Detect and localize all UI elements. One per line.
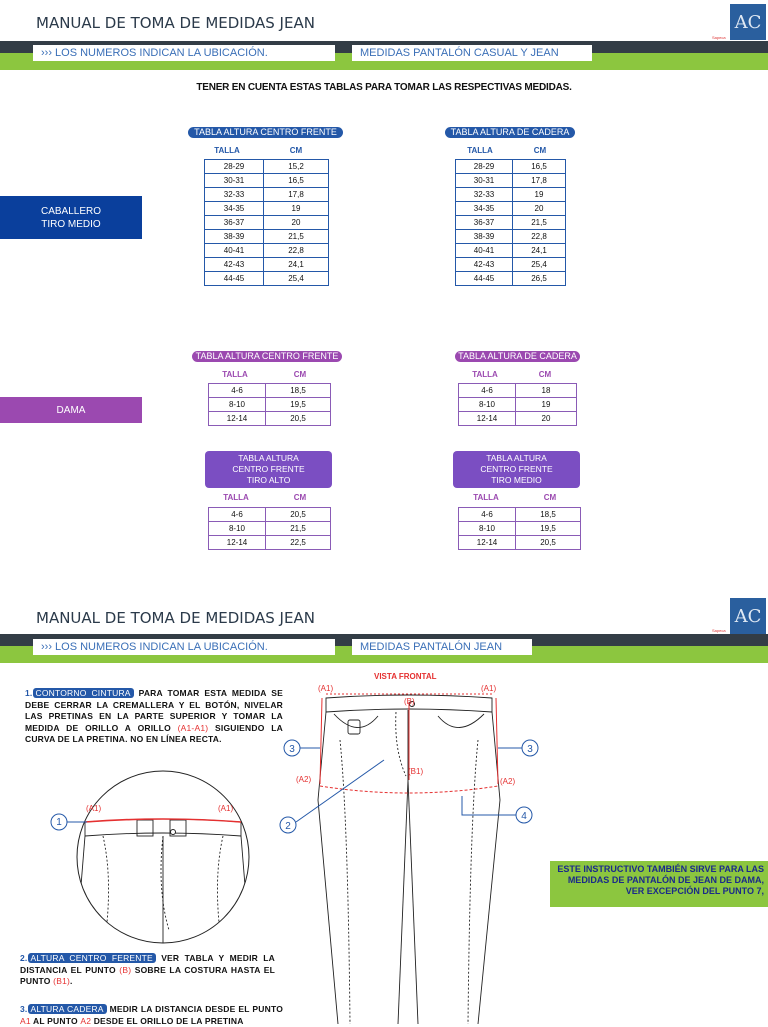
cell-cm: 21,5 — [513, 216, 566, 230]
cell-cm: 21,5 — [266, 522, 331, 536]
cell-talla: 8-10 — [459, 522, 516, 536]
cell-talla: 8-10 — [209, 522, 266, 536]
label-a1: (A1) — [218, 804, 234, 813]
item-number: 3. — [20, 1004, 28, 1014]
table-row — [459, 508, 581, 522]
label-a1: (A1) — [86, 804, 102, 813]
cell-talla: 8-10 — [209, 398, 266, 412]
marker-4: 4 — [521, 811, 527, 822]
dama-medio-table — [455, 493, 583, 550]
logo-text: AC — [734, 605, 762, 627]
brand-logo-2 — [730, 598, 766, 634]
dama-label — [0, 397, 142, 423]
table-title: TABLA ALTURA CENTRO FRENTE — [188, 127, 343, 138]
numbers-location-pill-2: ››› LOS NUMEROS INDICAN LA UBICACIÓN. — [33, 639, 335, 655]
table-row — [209, 522, 331, 536]
cell-talla: 36-37 — [205, 216, 264, 230]
logo-subtext-2: Sapeca — [712, 628, 726, 633]
cell-talla: 4-6 — [209, 384, 266, 398]
table-header — [192, 362, 342, 383]
cell-cm: 20,5 — [266, 412, 331, 426]
dama-note: ESTE INSTRUCTIVO TAMBIÉN SIRVE PARA LAS MEDIDAS DE PANTALÓN DE JEAN DE DAMA, VER EXCEPCIÓN DEL PUNTO 7, — [550, 861, 768, 907]
table-row — [459, 536, 581, 550]
cell-cm: 19 — [264, 202, 329, 216]
brand-logo — [730, 4, 766, 40]
table-row — [459, 384, 577, 398]
table-body — [455, 159, 566, 286]
table-row — [205, 202, 329, 216]
cell-cm: 20 — [264, 216, 329, 230]
vista-frontal-label: VISTA FRONTAL — [374, 672, 437, 681]
page2-title: MANUAL DE TOMA DE MEDIDAS JEAN — [36, 609, 315, 627]
dama-label-text: DAMA — [56, 404, 86, 416]
cell-talla: 40-41 — [205, 244, 264, 258]
table-row — [459, 398, 577, 412]
marker-2: 2 — [285, 821, 291, 832]
cell-cm: 17,8 — [264, 188, 329, 202]
table-header — [455, 493, 583, 507]
table-row — [205, 244, 329, 258]
cell-talla: 28-29 — [456, 160, 513, 174]
col-talla: TALLA — [223, 493, 249, 502]
col-cm: CM — [289, 146, 303, 155]
cell-talla: 32-33 — [456, 188, 513, 202]
table-row — [456, 244, 566, 258]
cell-cm: 20,5 — [516, 536, 581, 550]
table-row — [205, 188, 329, 202]
table-row — [205, 258, 329, 272]
table-body — [208, 383, 331, 426]
label-a1-left: (A1) — [318, 684, 334, 693]
col-cm: CM — [293, 493, 307, 502]
cell-talla: 42-43 — [456, 258, 513, 272]
dama-alto-table — [205, 493, 333, 550]
item-text: DESDE EL ORILLO DE LA PRETINA — [91, 1015, 244, 1026]
item-ref: (B) — [119, 964, 132, 975]
item-highlight: ALTURA CADERA — [28, 1004, 107, 1014]
table-header — [455, 362, 580, 383]
cell-cm: 21,5 — [264, 230, 329, 244]
cell-cm: 24,1 — [513, 244, 566, 258]
cell-cm: 25,4 — [513, 258, 566, 272]
cell-talla: 4-6 — [459, 508, 516, 522]
cell-talla: 12-14 — [209, 412, 266, 426]
jean-front-illustration — [278, 680, 548, 1024]
cell-cm: 18 — [516, 384, 577, 398]
dama-cadera-table — [455, 351, 580, 426]
caballero-label-line1: CABALLERO — [40, 205, 102, 217]
table-row — [459, 522, 581, 536]
item-ref: A2 — [80, 1015, 92, 1026]
dama-medio-title — [453, 451, 580, 488]
marker-1: 1 — [56, 817, 62, 828]
cell-cm: 20,5 — [266, 508, 331, 522]
item-number: 2. — [20, 953, 28, 963]
table-row — [205, 160, 329, 174]
label-b1: (B1) — [408, 767, 424, 776]
cell-talla: 12-14 — [459, 412, 516, 426]
table-header — [445, 138, 575, 159]
item-text: AL PUNTO — [30, 1015, 81, 1026]
col-talla: TALLA — [214, 146, 240, 155]
item-text: SIGUIENDO LA CURVA DE LA PRETINA. NO EN LÍNEA RECTA. — [25, 722, 283, 744]
table-row — [209, 398, 331, 412]
cell-talla: 38-39 — [456, 230, 513, 244]
cell-cm: 24,1 — [264, 258, 329, 272]
cell-talla: 4-6 — [209, 508, 266, 522]
cell-talla: 36-37 — [456, 216, 513, 230]
col-talla: TALLA — [472, 370, 498, 379]
cell-talla: 30-31 — [456, 174, 513, 188]
caballero-centro-table — [188, 127, 343, 286]
cell-cm: 20 — [516, 412, 577, 426]
title-line1: TABLA ALTURA — [238, 453, 299, 463]
cell-cm: 19 — [513, 188, 566, 202]
cell-cm: 17,8 — [513, 174, 566, 188]
marker-3-right: 3 — [527, 744, 533, 755]
instruction-2 — [20, 953, 275, 988]
item-number: 1. — [25, 688, 33, 698]
table-row — [456, 230, 566, 244]
item-text: MEDIR LA DISTANCIA DESDE EL PUNTO — [106, 1004, 284, 1014]
table-title: TABLA ALTURA CENTRO FRENTE — [192, 351, 342, 362]
section-pill: MEDIDAS PANTALÓN CASUAL Y JEAN — [352, 45, 592, 61]
table-body — [458, 383, 577, 426]
table-title: TABLA ALTURA DE CADERA — [445, 127, 575, 138]
table-title: TABLA ALTURA DE CADERA — [455, 351, 580, 362]
label-a1-right: (A1) — [481, 684, 497, 693]
cell-talla: 30-31 — [205, 174, 264, 188]
cell-talla: 34-35 — [456, 202, 513, 216]
cell-cm: 19,5 — [266, 398, 331, 412]
label-b: (B) — [404, 697, 415, 706]
cell-cm: 25,4 — [264, 272, 329, 286]
col-talla: TALLA — [467, 146, 493, 155]
label-a2-right: (A2) — [500, 777, 516, 786]
title-line2: CENTRO FRENTE — [232, 464, 305, 474]
cell-talla: 32-33 — [205, 188, 264, 202]
title-line3: TIRO MEDIO — [491, 475, 542, 485]
table-body — [208, 507, 331, 550]
marker-3-left: 3 — [289, 744, 295, 755]
cell-talla: 8-10 — [459, 398, 516, 412]
cell-talla: 44-45 — [205, 272, 264, 286]
item-text: VER TABLA Y MEDIR LA DISTANCIA EL PUNTO — [20, 953, 275, 975]
item-ref: (B1) — [53, 976, 71, 986]
table-row — [456, 258, 566, 272]
table-row — [205, 230, 329, 244]
cell-cm: 19 — [516, 398, 577, 412]
title-line3: TIRO ALTO — [246, 475, 291, 485]
cell-talla: 34-35 — [205, 202, 264, 216]
table-body — [458, 507, 581, 550]
cell-cm: 22,5 — [266, 536, 331, 550]
dama-alto-title — [205, 451, 332, 488]
table-row — [205, 174, 329, 188]
page1-title: MANUAL DE TOMA DE MEDIDAS JEAN — [36, 14, 315, 32]
col-talla: TALLA — [473, 493, 499, 502]
cell-cm: 16,5 — [513, 160, 566, 174]
cell-talla: 4-6 — [459, 384, 516, 398]
table-row — [456, 174, 566, 188]
table-row — [459, 412, 577, 426]
cell-cm: 26,5 — [513, 272, 566, 286]
col-cm: CM — [538, 370, 552, 379]
cell-cm: 20 — [513, 202, 566, 216]
instruction-1 — [25, 688, 283, 746]
table-header — [188, 138, 343, 159]
table-row — [209, 384, 331, 398]
caballero-label-line2: TIRO MEDIO — [41, 218, 101, 230]
table-row — [456, 188, 566, 202]
item-text: . — [70, 976, 73, 986]
table-header — [205, 493, 333, 507]
item-highlight: ALTURA CENTRO FERENTE — [28, 953, 156, 963]
item-highlight: CONTORNO CINTURA — [33, 688, 134, 698]
table-row — [456, 160, 566, 174]
cell-cm: 16,5 — [264, 174, 329, 188]
cell-cm: 15,2 — [264, 160, 329, 174]
section-pill-2: MEDIDAS PANTALÓN JEAN — [352, 639, 532, 655]
title-line1: TABLA ALTURA — [486, 453, 547, 463]
cell-cm: 19,5 — [516, 522, 581, 536]
cell-talla: 12-14 — [209, 536, 266, 550]
caballero-label — [0, 196, 142, 239]
item-text: SOBRE LA COSTURA HASTA EL PUNTO — [20, 964, 275, 986]
cell-talla: 38-39 — [205, 230, 264, 244]
table-row — [205, 272, 329, 286]
caballero-cadera-table — [445, 127, 575, 286]
numbers-location-pill: ››› LOS NUMEROS INDICAN LA UBICACIÓN. — [33, 45, 335, 61]
cell-talla: 28-29 — [205, 160, 264, 174]
cell-talla: 42-43 — [205, 258, 264, 272]
table-row — [209, 536, 331, 550]
cell-talla: 44-45 — [456, 272, 513, 286]
tables-caption: TENER EN CUENTA ESTAS TABLAS PARA TOMAR LAS RESPECTIVAS MEDIDAS. — [196, 82, 572, 93]
table-row — [205, 216, 329, 230]
item-ref: (A1-A1) — [177, 722, 209, 733]
cell-talla: 40-41 — [456, 244, 513, 258]
item-text: PARA TOMAR ESTA MEDIDA SE DEBE CERRAR LA CREMALLERA Y EL BOTÓN, NIVELAR LAS PRETINAS EN LA PARTE SUPERIOR Y TOMAR LA MEDIDA DE ORILLO A ORILLO — [25, 688, 283, 733]
logo-subtext: Sapeca — [712, 35, 726, 40]
cell-cm: 22,8 — [264, 244, 329, 258]
table-row — [209, 412, 331, 426]
label-a2-left: (A2) — [296, 775, 312, 784]
logo-text: AC — [734, 11, 762, 33]
table-row — [209, 508, 331, 522]
col-cm: CM — [293, 370, 307, 379]
waist-detail-illustration — [45, 760, 280, 950]
col-cm: CM — [533, 146, 547, 155]
col-talla: TALLA — [222, 370, 248, 379]
title-line2: CENTRO FRENTE — [480, 464, 553, 474]
table-row — [456, 272, 566, 286]
cell-talla: 12-14 — [459, 536, 516, 550]
table-body — [204, 159, 329, 286]
col-cm: CM — [543, 493, 557, 502]
dama-centro-table — [192, 351, 342, 426]
cell-cm: 18,5 — [516, 508, 581, 522]
item-ref: A1 — [20, 1015, 31, 1026]
cell-cm: 22,8 — [513, 230, 566, 244]
cell-cm: 18,5 — [266, 384, 331, 398]
table-row — [456, 202, 566, 216]
table-row — [456, 216, 566, 230]
